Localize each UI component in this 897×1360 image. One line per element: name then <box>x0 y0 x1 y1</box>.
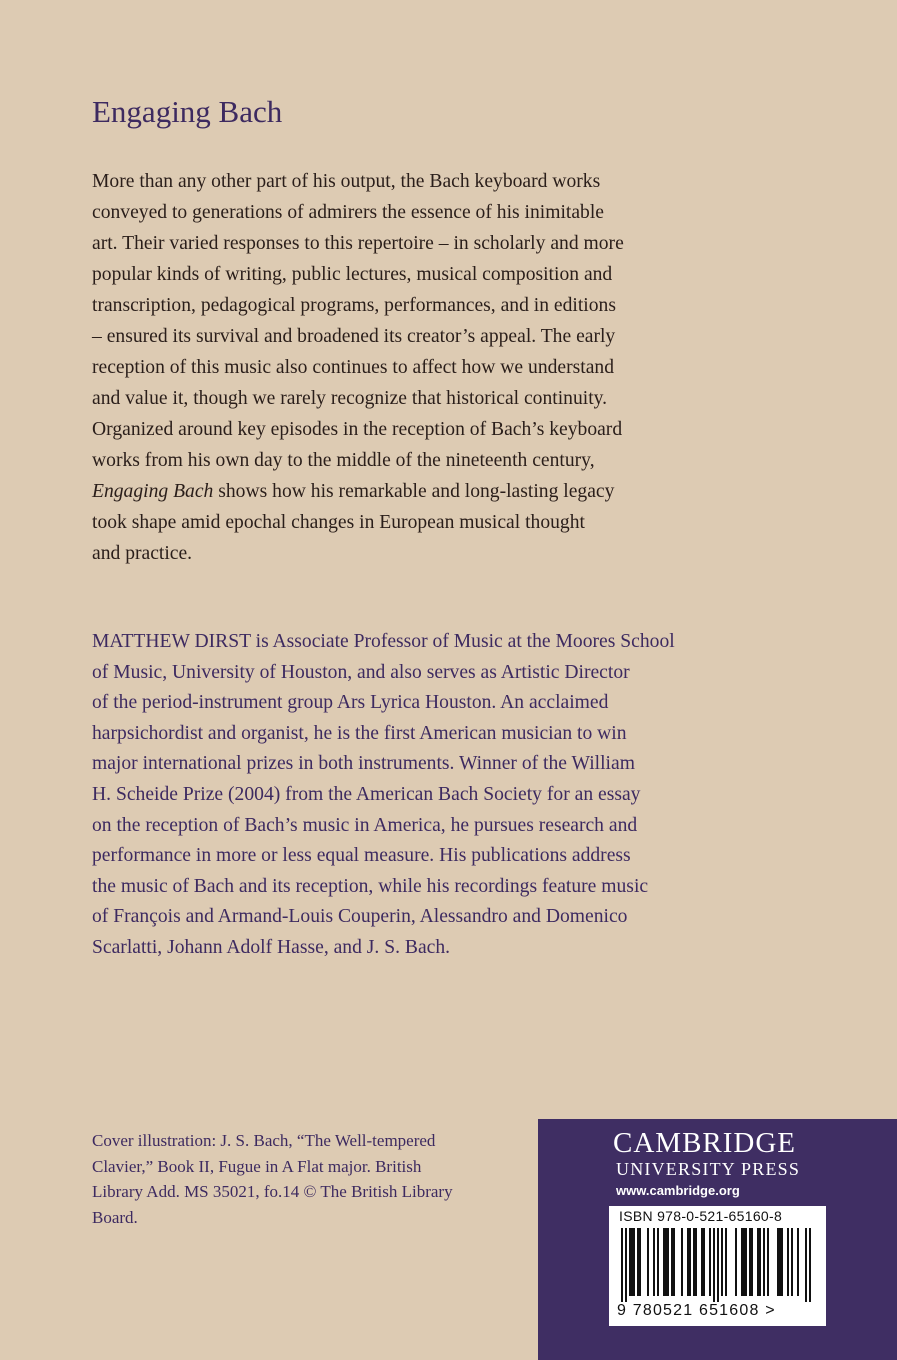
bio-line: major international prizes in both instruments. Winner of the William <box>92 753 635 775</box>
credit-line: Library Add. MS 35021, fo.14 © The British Library <box>92 1182 453 1201</box>
blurb-line: transcription, pedagogical programs, performances, and in editions <box>92 295 616 316</box>
bio-line: of François and Armand-Louis Couperin, Alessandro and Domenico <box>92 906 628 928</box>
barcode-bar <box>735 1228 737 1296</box>
barcode-bar <box>721 1228 723 1296</box>
barcode-box <box>609 1206 826 1326</box>
publisher-panel <box>538 1119 897 1360</box>
barcode-bar <box>757 1228 761 1296</box>
blurb-line: reception of this music also continues to affect how we understand <box>92 357 614 378</box>
barcode-bar <box>763 1228 765 1296</box>
barcode-bar <box>717 1228 719 1302</box>
barcode-bar <box>681 1228 683 1296</box>
barcode-bar <box>709 1228 711 1296</box>
bio-line: the music of Bach and its reception, while his recordings feature music <box>92 875 649 897</box>
blurb-italic-title: Engaging Bach <box>92 481 214 502</box>
barcode-bar <box>701 1228 705 1296</box>
barcode-bar <box>805 1228 807 1302</box>
barcode-bar <box>713 1228 715 1302</box>
barcode-bar <box>749 1228 753 1296</box>
credit-line: Cover illustration: J. S. Bach, “The Well-tempered <box>92 1131 436 1150</box>
barcode-bar <box>741 1228 747 1296</box>
publisher-url[interactable]: www.cambridge.org <box>616 1183 740 1198</box>
blurb-line: and value it, though we rarely recognize that historical continuity. <box>92 388 608 409</box>
bio-line: performance in more or less equal measure. His publications address <box>92 845 631 867</box>
isbn-text: ISBN 978-0-521-65160-8 <box>619 1208 783 1224</box>
book-blurb <box>92 166 732 569</box>
barcode-bar <box>687 1228 691 1296</box>
credit-line: Board. <box>92 1207 138 1227</box>
bio-line: Scarlatti, Johann Adolf Hasse, and J. S. Bach. <box>92 936 451 958</box>
barcode-bar <box>693 1228 697 1296</box>
barcode-bar <box>621 1228 623 1302</box>
blurb-line: conveyed to generations of admirers the essence of his inimitable <box>92 202 604 223</box>
blurb-line: art. Their varied responses to this repertoire – in scholarly and more <box>92 233 624 254</box>
barcode-bar <box>791 1228 793 1296</box>
barcode-bar <box>787 1228 789 1296</box>
blurb-line: – ensured its survival and broadened its creator’s appeal. The early <box>92 326 616 347</box>
bio-line: of the period-instrument group Ars Lyrica Houston. An acclaimed <box>92 692 609 714</box>
blurb-line-rest: shows how his remarkable and long-lasting legacy <box>213 481 615 502</box>
barcode-bar <box>777 1228 783 1296</box>
barcode-bar <box>647 1228 649 1296</box>
bio-line: on the reception of Bach’s music in America, he pursues research and <box>92 814 638 836</box>
barcode-bar <box>809 1228 811 1302</box>
credit-line: Clavier,” Book II, Fugue in A Flat major. British <box>92 1156 422 1176</box>
barcode-bar <box>637 1228 641 1296</box>
author-bio <box>92 627 752 964</box>
barcode-bar <box>625 1228 627 1302</box>
barcode-bar <box>653 1228 655 1296</box>
blurb-line: works from his own day to the middle of the nineteenth century, <box>92 450 595 471</box>
blurb-line: Organized around key episodes in the reception of Bach’s keyboard <box>92 419 623 440</box>
barcode-bar <box>663 1228 669 1296</box>
bio-line: MATTHEW DIRST is Associate Professor of Music at the Moores School <box>92 631 675 652</box>
barcode-bar <box>671 1228 675 1296</box>
blurb-line: took shape amid epochal changes in European musical thought <box>92 512 585 533</box>
barcode-bar <box>767 1228 769 1296</box>
ean-digits: 9 780521 651608 > <box>617 1302 776 1319</box>
book-title: Engaging Bach <box>92 94 283 129</box>
barcode-bar <box>797 1228 799 1296</box>
bio-line: harpsichordist and organist, he is the first American musician to win <box>92 722 627 744</box>
blurb-line: popular kinds of writing, public lectures, musical composition and <box>92 264 613 285</box>
barcode-bar <box>657 1228 659 1296</box>
barcode-bar <box>725 1228 727 1296</box>
cover-credit <box>92 1128 512 1230</box>
publisher-subtitle: UNIVERSITY PRESS <box>616 1159 801 1179</box>
barcode-bar <box>629 1228 635 1296</box>
bio-line: H. Scheide Prize (2004) from the American Bach Society for an essay <box>92 783 641 805</box>
barcode-graphic <box>617 1228 817 1302</box>
blurb-line: More than any other part of his output, the Bach keyboard works <box>92 171 601 192</box>
bio-line: of Music, University of Houston, and also serves as Artistic Director <box>92 661 630 683</box>
publisher-name: CAMBRIDGE <box>613 1127 797 1159</box>
blurb-line: and practice. <box>92 543 193 564</box>
blurb-line <box>92 476 732 507</box>
